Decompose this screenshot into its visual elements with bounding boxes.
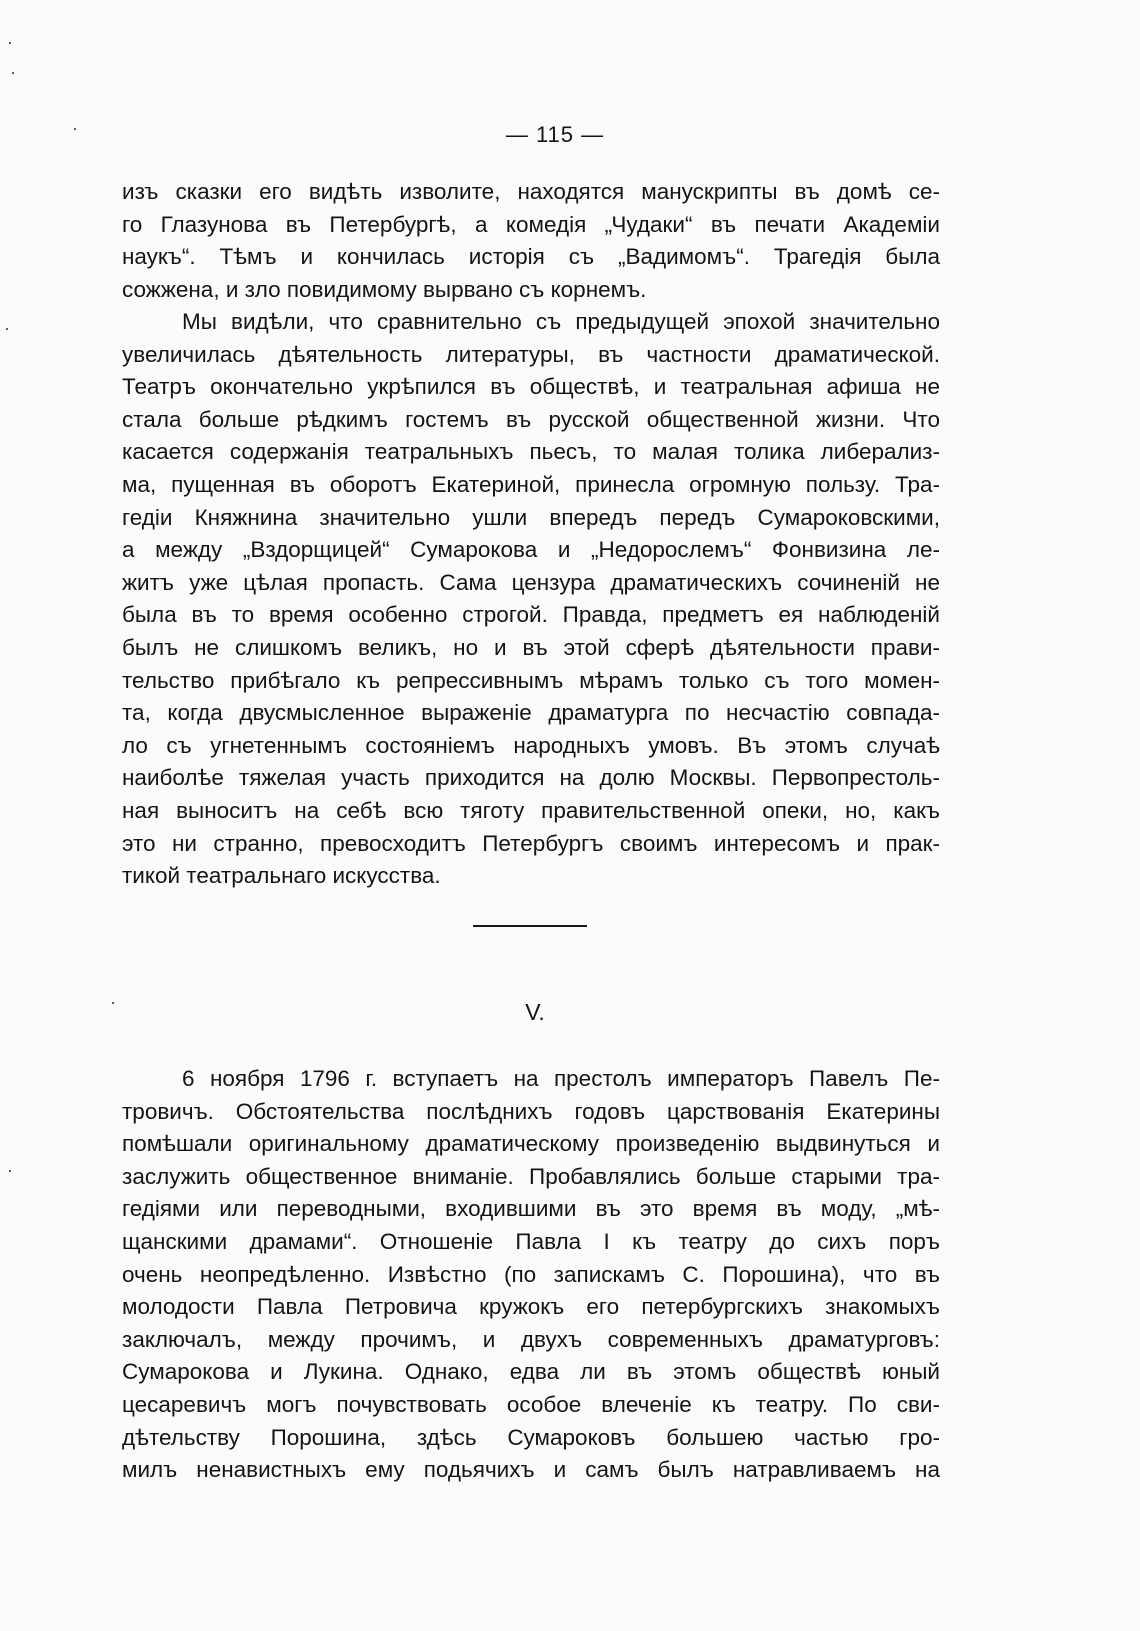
text-line: заключалъ, между прочимъ, и двухъ современныхъ драматурговъ: <box>122 1326 940 1352</box>
text-line: сожжена, и зло повидимому вырвано съ корнемъ. <box>122 276 647 302</box>
scan-speck <box>74 128 76 130</box>
paragraph-continuation <box>122 176 940 306</box>
text-line: та, когда двусмысленное выраженіе драматурга по несчастію совпада- <box>122 700 940 726</box>
scan-speck <box>9 42 11 44</box>
text-line: стала больше рѣдкимъ гостемъ въ русской общественной жизни. Что <box>122 406 940 432</box>
text-line: Мы видѣли, что сравнительно съ предыдущей эпохой значительно <box>182 309 940 334</box>
text-line: ная выноситъ на себѣ всю тяготу правительственной опеки, но, какъ <box>122 797 940 823</box>
paragraph-section-v <box>122 1063 940 1487</box>
scan-speck <box>6 328 8 330</box>
text-line: щанскими драмами“. Отношеніе Павла I къ театру до сихъ поръ <box>122 1228 940 1254</box>
text-line: житъ уже цѣлая пропасть. Сама цензура драматическихъ сочиненій не <box>122 569 940 595</box>
paragraph-literature <box>122 306 940 893</box>
text-line: го Глазунова въ Петербургѣ, а комедія „Чудаки“ въ печати Академіи <box>122 211 940 237</box>
text-line: ма, пущенная въ оборотъ Екатериной, принесла огромную пользу. Тра- <box>122 471 940 497</box>
scan-speck <box>12 72 14 74</box>
page-number: — 115 — <box>505 122 605 147</box>
text-line: заслужить общественное вниманіе. Пробавлялись больше старыми тра- <box>122 1163 940 1189</box>
text-line: гедіями или переводными, входившими въ это время въ моду, „мѣ- <box>122 1196 940 1222</box>
text-line: увеличилась дѣятельность литературы, въ частности драматической. <box>122 341 940 367</box>
text-line: тровичъ. Обстоятельства послѣднихъ годовъ царствованія Екатерины <box>122 1098 940 1124</box>
text-line: цесаревичъ могъ почувствовать особое влеченіе къ театру. По сви- <box>122 1391 940 1417</box>
text-line: это ни странно, превосходитъ Петербургъ своимъ интересомъ и прак- <box>122 830 940 856</box>
section-heading: V. <box>525 999 545 1025</box>
section-divider <box>473 925 587 927</box>
text-line: касается содержанія театральныхъ пьесъ, то малая толика либерализ- <box>122 439 940 465</box>
text-line: милъ ненавистныхъ ему подьячихъ и самъ былъ натравливаемъ на <box>122 1457 940 1483</box>
text-line: тикой театральнаго искусства. <box>122 863 441 889</box>
scan-speck <box>9 1170 11 1172</box>
text-line: Театръ окончательно укрѣпился въ обществѣ, и театральная афиша не <box>122 374 940 400</box>
text-line: тельство прибѣгало къ репрессивнымъ мѣрамъ только съ того момен- <box>122 667 940 693</box>
text-line: гедіи Княжнина значительно ушли впередъ передъ Сумароковскими, <box>122 504 940 530</box>
text-line: изъ сказки его видѣть изволите, находятся манускрипты въ домѣ се- <box>122 179 940 204</box>
text-line: а между „Вздорщицей“ Сумарокова и „Недорослемъ“ Фонвизина ле- <box>122 537 940 563</box>
text-line: очень неопредѣленно. Извѣстно (по запискамъ С. Порошина), что въ <box>122 1261 940 1287</box>
text-line: была въ то время особенно строгой. Правда, предметъ ея наблюденій <box>122 602 940 628</box>
text-line: наукъ“. Тѣмъ и кончилась исторія съ „Вадимомъ“. Трагедія была <box>122 244 940 270</box>
scan-speck <box>112 1002 114 1004</box>
text-line: дѣтельству Порошина, здѣсь Сумароковъ большею частью гро- <box>122 1424 940 1450</box>
text-line: наиболѣе тяжелая участь приходится на долю Москвы. Первопрестоль- <box>122 765 940 791</box>
text-line: молодости Павла Петровича кружокъ его петербургскихъ знакомыхъ <box>122 1294 940 1320</box>
text-line: Сумарокова и Лукина. Однако, едва ли въ этомъ обществѣ юный <box>122 1359 940 1385</box>
text-line: 6 ноября 1796 г. вступаетъ на престолъ императоръ Павелъ Пе- <box>182 1066 940 1091</box>
text-line: былъ не слишкомъ великъ, но и въ этой сферѣ дѣятельности прави- <box>122 634 940 660</box>
text-line: ло съ угнетеннымъ состояніемъ народныхъ умовъ. Въ этомъ случаѣ <box>122 732 940 758</box>
text-line: помѣшали оригинальному драматическому произведенію выдвинуться и <box>122 1131 940 1157</box>
